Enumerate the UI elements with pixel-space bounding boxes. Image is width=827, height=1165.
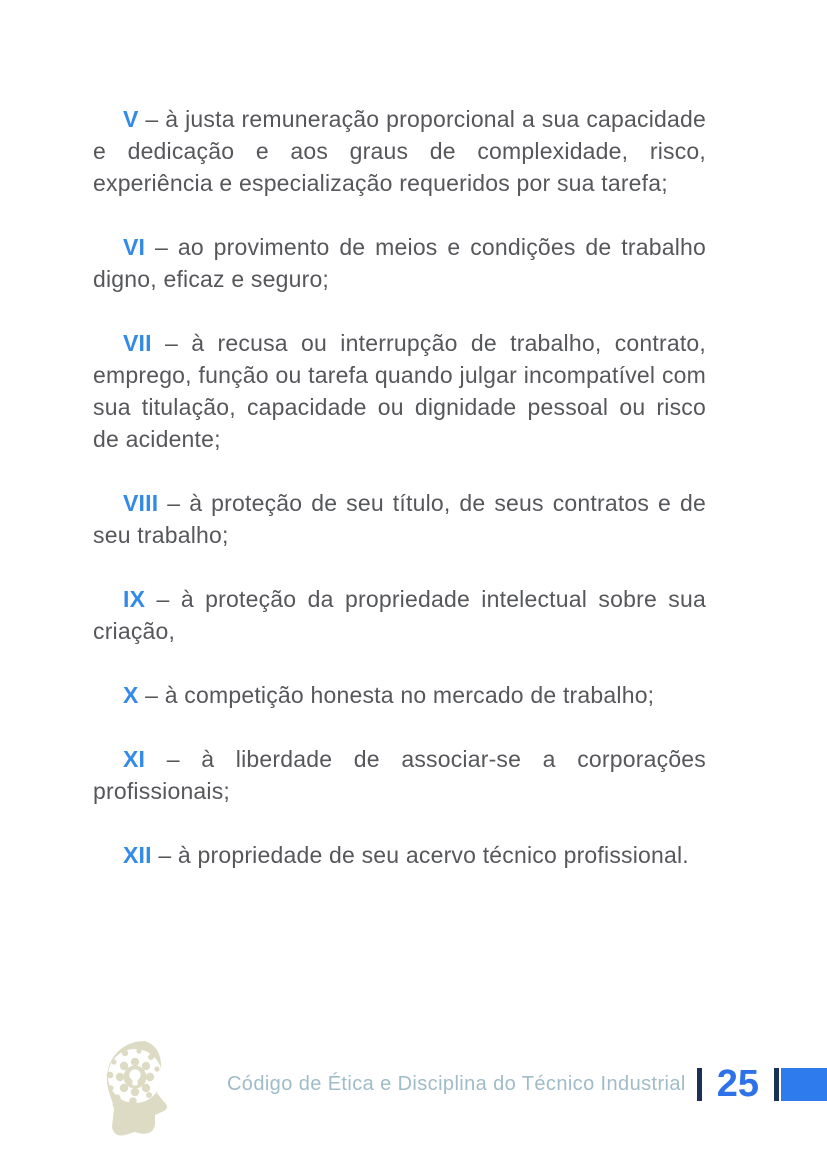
paragraph-v bbox=[93, 103, 706, 199]
roman-numeral-ix: IX bbox=[123, 586, 146, 612]
roman-numeral-x: X bbox=[123, 682, 139, 708]
paragraph-x-text: – à competição honesta no mercado de trabalho; bbox=[138, 682, 655, 708]
page-number: 25 bbox=[716, 1062, 759, 1105]
head-gear-lightbulb-icon bbox=[97, 1038, 192, 1138]
paragraph-ix bbox=[93, 583, 706, 647]
accent-rectangle bbox=[781, 1068, 827, 1101]
separator-bar-right bbox=[774, 1068, 779, 1101]
paragraph-xi bbox=[93, 743, 706, 807]
paragraph-xii bbox=[93, 839, 706, 871]
roman-numeral-vii: VII bbox=[123, 330, 152, 356]
paragraph-vii bbox=[93, 327, 706, 455]
roman-numeral-vi: VI bbox=[123, 234, 146, 260]
paragraph-vii-text: – à recusa ou interrupção de trabalho, contrato, emprego, função ou tarefa quando julgar incompatível com sua titulação, capacidade ou dignidade pessoal ou risco de acidente; bbox=[93, 330, 706, 452]
paragraph-xi-text: – à liberdade de associar-se a corporações profissionais; bbox=[93, 746, 706, 804]
paragraph-viii-text: – à proteção de seu título, de seus contratos e de seu trabalho; bbox=[93, 490, 706, 548]
paragraph-ix-text: – à proteção da propriedade intelectual sobre sua criação, bbox=[93, 586, 706, 644]
separator-bar-left bbox=[697, 1068, 702, 1101]
paragraph-xii-text: – à propriedade de seu acervo técnico profissional. bbox=[151, 842, 689, 868]
roman-numeral-xi: XI bbox=[123, 746, 146, 772]
paragraph-x bbox=[93, 679, 706, 711]
paragraph-v-text: – à justa remuneração proporcional a sua capacidade e dedicação e aos graus de complexidade, risco, experiência e especialização requeridos por sua tarefa; bbox=[93, 106, 706, 196]
footer-row bbox=[226, 1062, 827, 1105]
paragraph-vi-text: – ao provimento de meios e condições de trabalho digno, eficaz e seguro; bbox=[93, 234, 706, 292]
document-body bbox=[93, 103, 706, 903]
page-footer bbox=[0, 1030, 827, 1145]
paragraph-vi bbox=[93, 231, 706, 295]
roman-numeral-viii: VIII bbox=[123, 490, 159, 516]
footer-title: Código de Ética e Disciplina do Técnico Industrial bbox=[226, 1072, 686, 1095]
paragraph-viii bbox=[93, 487, 706, 551]
roman-numeral-v: V bbox=[123, 106, 139, 132]
roman-numeral-xii: XII bbox=[123, 842, 152, 868]
